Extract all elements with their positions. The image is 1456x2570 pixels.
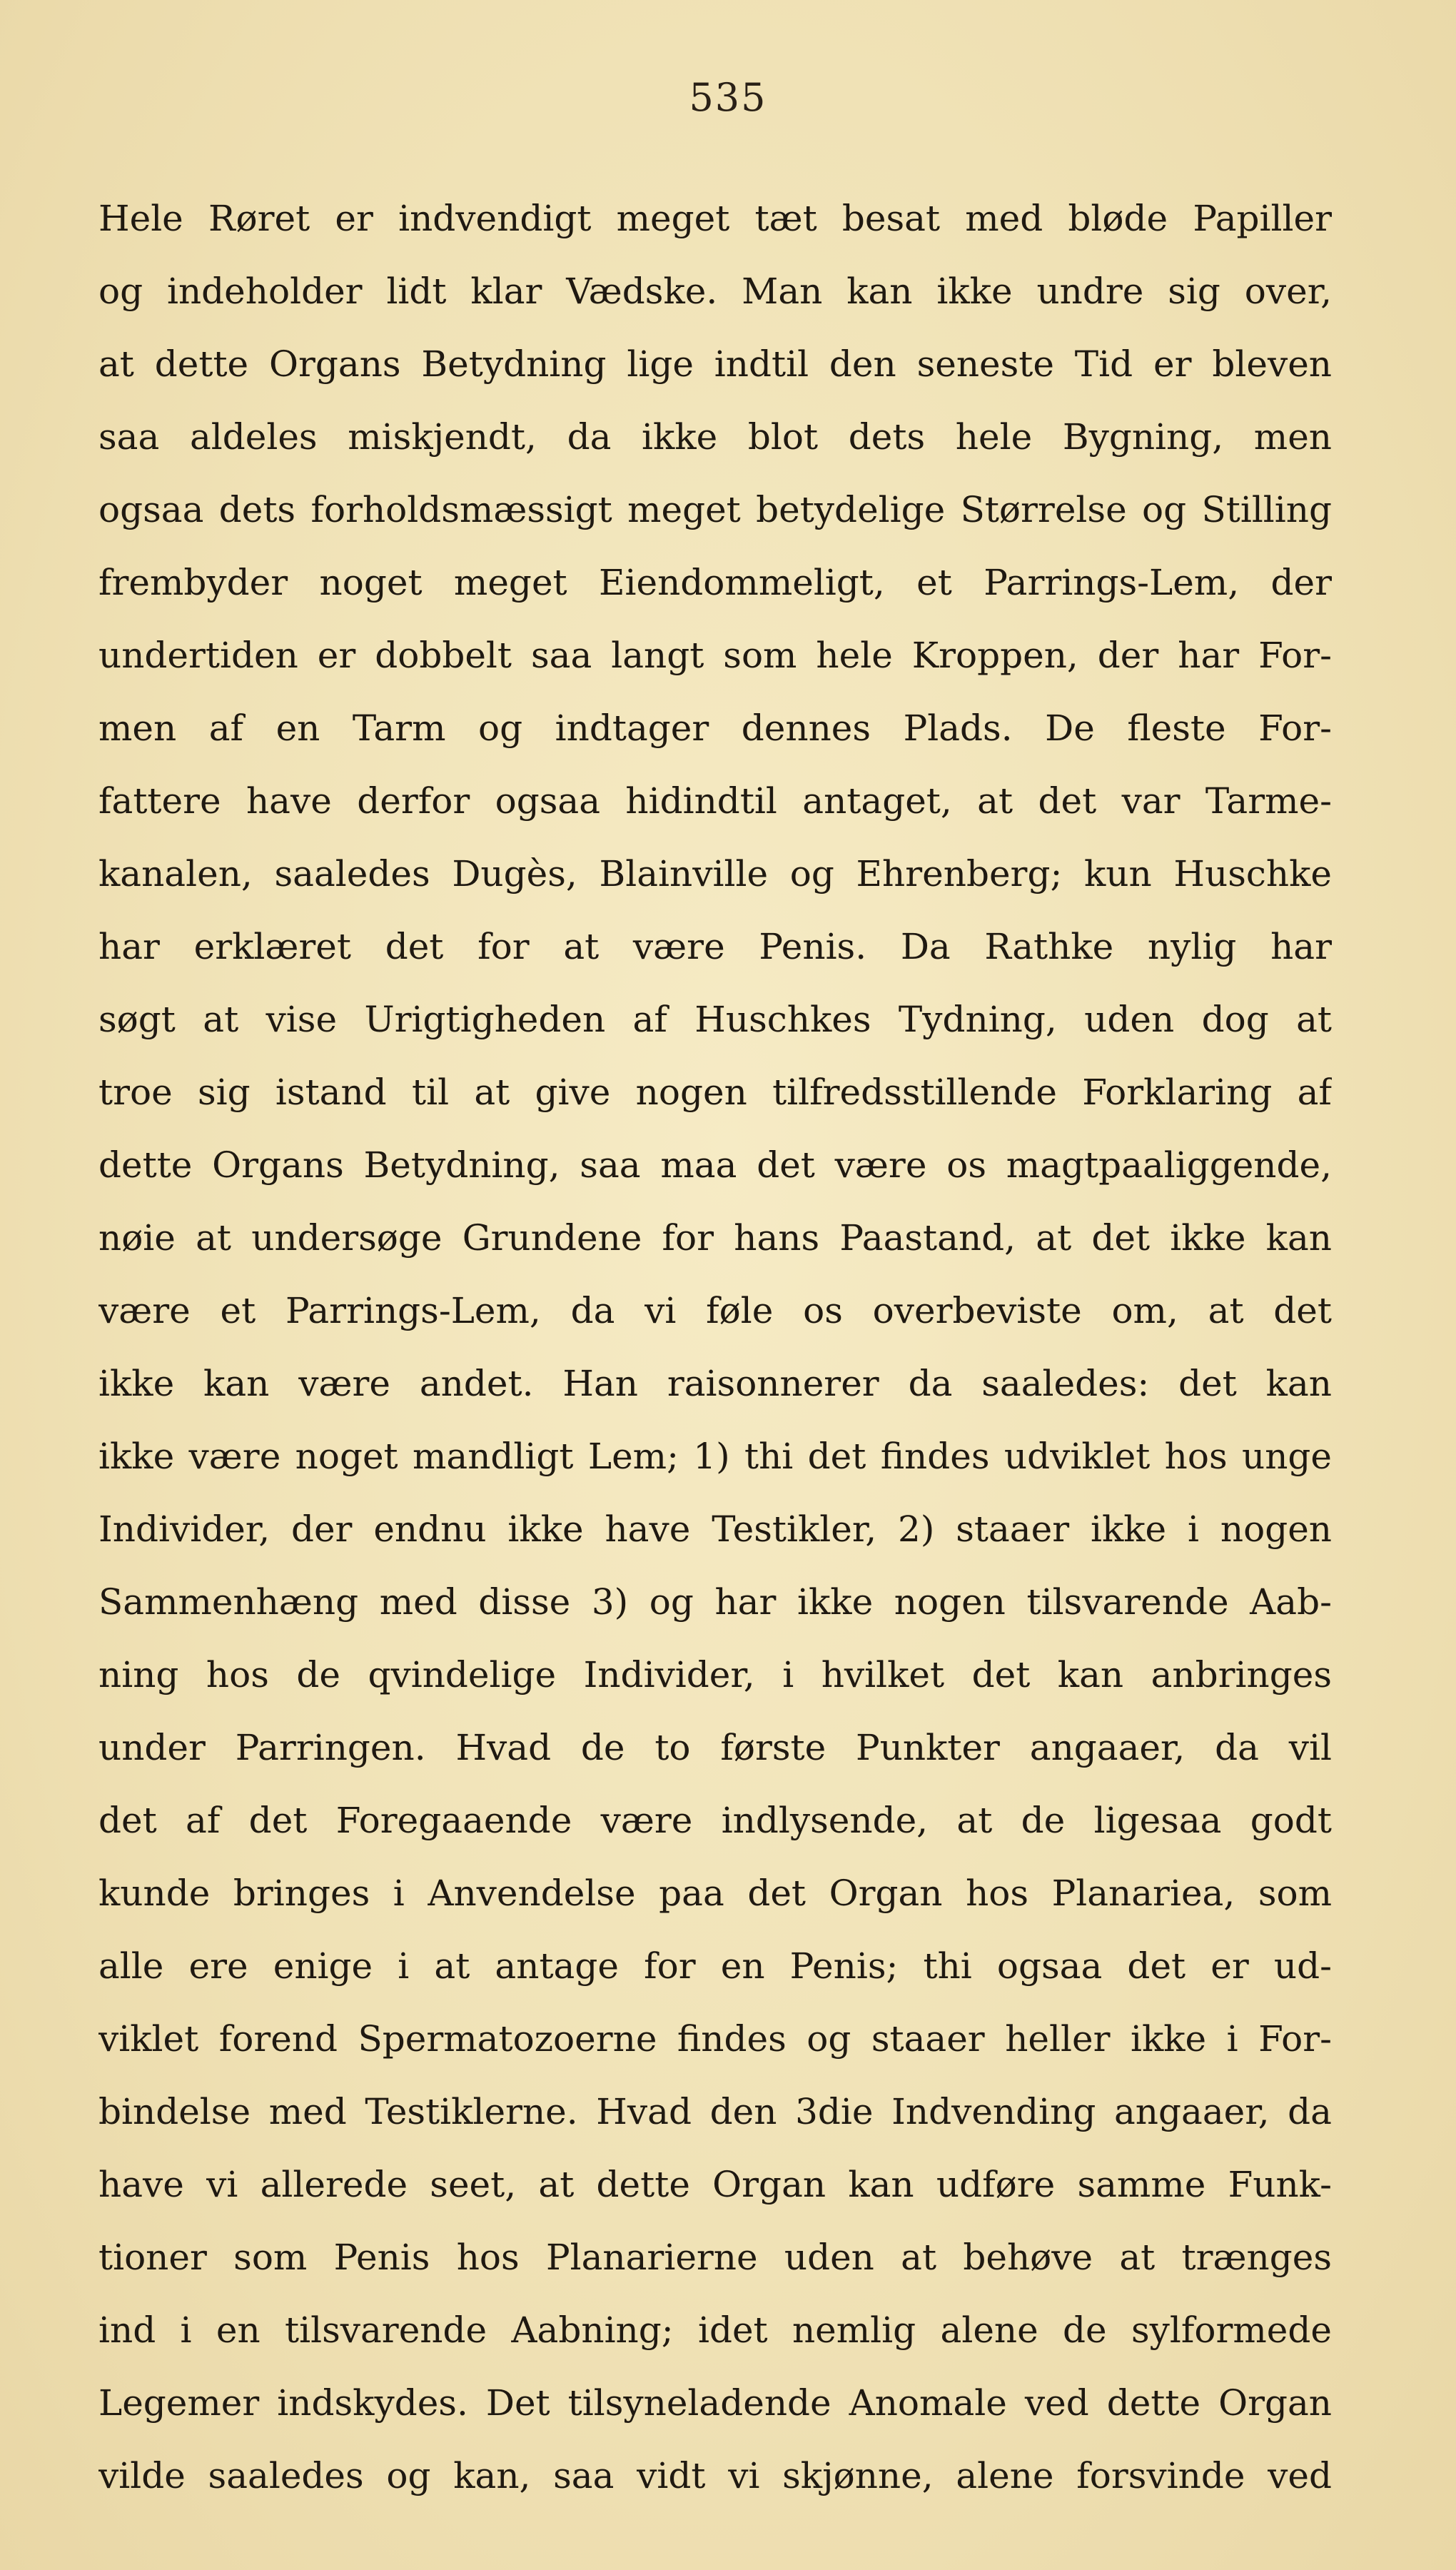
text-line: søgt at vise Urigtigheden af Huschkes Tydning, uden dog at — [98, 999, 1332, 1040]
text-line: være et Parrings-Lem, da vi føle os overbeviste om, at det — [98, 1290, 1332, 1331]
text-line: ind i en tilsvarende Aabning; idet nemlig alene de sylformede — [98, 2309, 1332, 2351]
page-number: 535 — [689, 75, 767, 120]
text-line: undertiden er dobbelt saa langt som hele Kroppen, der har For- — [98, 635, 1332, 676]
text-line: ogsaa dets forholdsmæssigt meget betydelige Størrelse og Stilling — [98, 489, 1332, 530]
text-line: det af det Foregaaende være indlysende, at de ligesaa godt — [98, 1800, 1332, 1841]
text-line: kunde bringes i Anvendelse paa det Organ hos Planariea, som — [98, 1873, 1332, 1914]
text-line: vilde saaledes og kan, saa vidt vi skjønne, alene forsvinde ved — [98, 2455, 1332, 2496]
text-line: saa aldeles miskjendt, da ikke blot dets hele Bygning, men — [98, 416, 1332, 458]
text-line: Hele Røret er indvendigt meget tæt besat med bløde Papiller — [98, 198, 1332, 239]
text-line: viklet forend Spermatozoerne findes og staaer heller ikke i For- — [98, 2018, 1332, 2060]
text-line: ikke kan være andet. Han raisonnerer da saaledes: det kan — [98, 1363, 1332, 1404]
text-line: Sammenhæng med disse 3) og har ikke nogen tilsvarende Aab- — [98, 1581, 1332, 1623]
text-line: frembyder noget meget Eiendommeligt, et Parrings-Lem, der — [98, 562, 1332, 603]
text-line: og indeholder lidt klar Vædske. Man kan ikke undre sig over, — [98, 271, 1332, 312]
body-text — [98, 182, 1332, 2512]
text-line: Legemer indskydes. Det tilsyneladende Anomale ved dette Organ — [98, 2382, 1332, 2424]
text-line: har erklæret det for at være Penis. Da Rathke nylig har — [98, 926, 1332, 967]
text-line: at dette Organs Betydning lige indtil den seneste Tid er bleven — [98, 343, 1332, 385]
text-line: kanalen, saaledes Dugès, Blainville og Ehrenberg; kun Huschke — [98, 853, 1332, 895]
text-line: troe sig istand til at give nogen tilfredsstillende Forklaring af — [98, 1072, 1332, 1113]
text-line: bindelse med Testiklerne. Hvad den 3die Indvending angaaer, da — [98, 2091, 1332, 2132]
text-line: nøie at undersøge Grundene for hans Paastand, at det ikke kan — [98, 1217, 1332, 1259]
text-line: fattere have derfor ogsaa hidindtil antaget, at det var Tarme- — [98, 780, 1332, 822]
text-line: men af en Tarm og indtager dennes Plads. De fleste For- — [98, 707, 1332, 749]
text-line: dette Organs Betydning, saa maa det være os magtpaaliggende, — [98, 1144, 1332, 1186]
text-line: ikke være noget mandligt Lem; 1) thi det findes udviklet hos unge — [98, 1436, 1332, 1477]
text-line: Individer, der endnu ikke have Testikler, 2) staaer ikke i nogen — [98, 1508, 1332, 1550]
text-line: alle ere enige i at antage for en Penis; thi ogsaa det er ud- — [98, 1945, 1332, 1987]
text-line: ning hos de qvindelige Individer, i hvilket det kan anbringes — [98, 1654, 1332, 1695]
text-line: under Parringen. Hvad de to første Punkter angaaer, da vil — [98, 1727, 1332, 1768]
text-line: have vi allerede seet, at dette Organ kan udføre samme Funk- — [98, 2164, 1332, 2205]
text-line: tioner som Penis hos Planarierne uden at behøve at trænges — [98, 2237, 1332, 2278]
